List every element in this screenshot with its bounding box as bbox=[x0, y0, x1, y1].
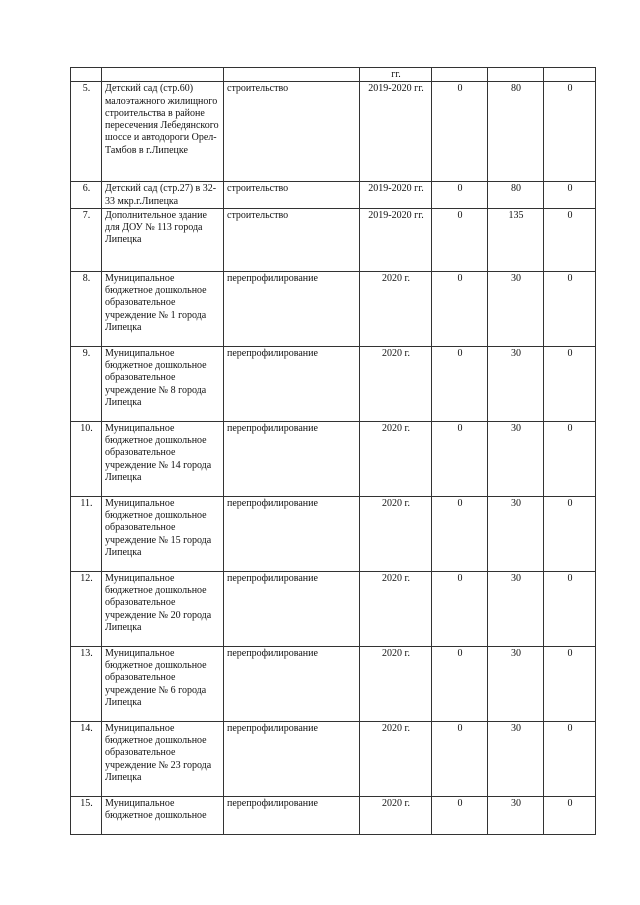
table-row bbox=[71, 346, 596, 421]
cell-num: 13. bbox=[71, 646, 102, 721]
cell-value-3: 0 bbox=[544, 421, 596, 496]
cell-value-2: 135 bbox=[488, 208, 544, 271]
cell-num: 10. bbox=[71, 421, 102, 496]
cell-value-1: 0 bbox=[432, 346, 488, 421]
cell-value-2: 30 bbox=[488, 496, 544, 571]
cell-type: перепрофилирование bbox=[224, 571, 360, 646]
cell-num: 9. bbox=[71, 346, 102, 421]
cell-period: 2020 г. bbox=[360, 646, 432, 721]
cell-period: 2020 г. bbox=[360, 271, 432, 346]
cell-period: гг. bbox=[360, 68, 432, 82]
cell-value-2: 30 bbox=[488, 271, 544, 346]
cell-num: 11. bbox=[71, 496, 102, 571]
table-row bbox=[71, 271, 596, 346]
table-row bbox=[71, 721, 596, 796]
cell-value-1: 0 bbox=[432, 496, 488, 571]
cell-num: 7. bbox=[71, 208, 102, 271]
cell-value-2: 80 bbox=[488, 82, 544, 182]
table-row bbox=[71, 646, 596, 721]
cell-value-3: 0 bbox=[544, 646, 596, 721]
cell-type: перепрофилирование bbox=[224, 646, 360, 721]
table-row bbox=[71, 208, 596, 271]
cell-name: Муниципальное бюджетное дошкольное образовательное учреждение № 8 города Липецка bbox=[102, 346, 224, 421]
cell-type: строительство bbox=[224, 182, 360, 209]
cell-num: 5. bbox=[71, 82, 102, 182]
cell-type: строительство bbox=[224, 208, 360, 271]
cell-value-3: 0 bbox=[544, 208, 596, 271]
cell-period: 2020 г. bbox=[360, 571, 432, 646]
cell-value-3 bbox=[544, 68, 596, 82]
cell-period: 2020 г. bbox=[360, 796, 432, 834]
table-row bbox=[71, 496, 596, 571]
cell-value-2: 30 bbox=[488, 571, 544, 646]
cell-num: 6. bbox=[71, 182, 102, 209]
cell-period: 2020 г. bbox=[360, 496, 432, 571]
table-row bbox=[71, 182, 596, 209]
cell-name: Детский сад (стр.27) в 32-33 мкр.г.Липецка bbox=[102, 182, 224, 209]
cell-value-1: 0 bbox=[432, 721, 488, 796]
cell-value-1: 0 bbox=[432, 182, 488, 209]
data-table bbox=[70, 67, 596, 835]
cell-value-1: 0 bbox=[432, 571, 488, 646]
cell-value-1 bbox=[432, 68, 488, 82]
cell-type: перепрофилирование bbox=[224, 346, 360, 421]
cell-value-2 bbox=[488, 68, 544, 82]
cell-type: строительство bbox=[224, 82, 360, 182]
cell-name: Муниципальное бюджетное дошкольное образовательное учреждение № 20 города Липецка bbox=[102, 571, 224, 646]
table-row bbox=[71, 82, 596, 182]
cell-name: Дополнительное здание для ДОУ № 113 города Липецка bbox=[102, 208, 224, 271]
cell-num bbox=[71, 68, 102, 82]
cell-value-3: 0 bbox=[544, 346, 596, 421]
cell-name: Муниципальное бюджетное дошкольное образовательное учреждение № 15 города Липецка bbox=[102, 496, 224, 571]
cell-name: Детский сад (стр.60) малоэтажного жилищного строительства в районе пересечения Лебедянского шоссе и автодороги Орел-Тамбов в г.Липецке bbox=[102, 82, 224, 182]
cell-value-3: 0 bbox=[544, 82, 596, 182]
cell-value-1: 0 bbox=[432, 421, 488, 496]
cell-value-1: 0 bbox=[432, 646, 488, 721]
cell-num: 12. bbox=[71, 571, 102, 646]
cell-value-3: 0 bbox=[544, 271, 596, 346]
table-row-fragment bbox=[71, 68, 596, 82]
cell-value-2: 80 bbox=[488, 182, 544, 209]
cell-value-1: 0 bbox=[432, 796, 488, 834]
cell-num: 15. bbox=[71, 796, 102, 834]
cell-value-3: 0 bbox=[544, 496, 596, 571]
cell-value-2: 30 bbox=[488, 346, 544, 421]
cell-type: перепрофилирование bbox=[224, 496, 360, 571]
cell-period: 2020 г. bbox=[360, 346, 432, 421]
cell-name: Муниципальное бюджетное дошкольное образовательное учреждение № 1 города Липецка bbox=[102, 271, 224, 346]
cell-name: Муниципальное бюджетное дошкольное образовательное учреждение № 23 города Липецка bbox=[102, 721, 224, 796]
cell-value-1: 0 bbox=[432, 208, 488, 271]
cell-name bbox=[102, 68, 224, 82]
cell-value-1: 0 bbox=[432, 271, 488, 346]
cell-type: перепрофилирование bbox=[224, 721, 360, 796]
table-row bbox=[71, 571, 596, 646]
cell-name: Муниципальное бюджетное дошкольное образовательное учреждение № 14 города Липецка bbox=[102, 421, 224, 496]
cell-type bbox=[224, 68, 360, 82]
cell-period: 2019-2020 гг. bbox=[360, 82, 432, 182]
table-row bbox=[71, 421, 596, 496]
cell-name: Муниципальное бюджетное дошкольное bbox=[102, 796, 224, 834]
cell-type: перепрофилирование bbox=[224, 796, 360, 834]
cell-value-1: 0 bbox=[432, 82, 488, 182]
cell-period: 2020 г. bbox=[360, 421, 432, 496]
cell-value-3: 0 bbox=[544, 182, 596, 209]
cell-value-3: 0 bbox=[544, 796, 596, 834]
cell-value-3: 0 bbox=[544, 571, 596, 646]
cell-num: 8. bbox=[71, 271, 102, 346]
cell-value-2: 30 bbox=[488, 421, 544, 496]
cell-name: Муниципальное бюджетное дошкольное образовательное учреждение № 6 города Липецка bbox=[102, 646, 224, 721]
cell-type: перепрофилирование bbox=[224, 421, 360, 496]
cell-num: 14. bbox=[71, 721, 102, 796]
cell-period: 2019-2020 гг. bbox=[360, 182, 432, 209]
cell-value-2: 30 bbox=[488, 721, 544, 796]
cell-type: перепрофилирование bbox=[224, 271, 360, 346]
cell-period: 2020 г. bbox=[360, 721, 432, 796]
cell-value-3: 0 bbox=[544, 721, 596, 796]
cell-value-2: 30 bbox=[488, 796, 544, 834]
table-row bbox=[71, 796, 596, 834]
cell-value-2: 30 bbox=[488, 646, 544, 721]
cell-period: 2019-2020 гг. bbox=[360, 208, 432, 271]
